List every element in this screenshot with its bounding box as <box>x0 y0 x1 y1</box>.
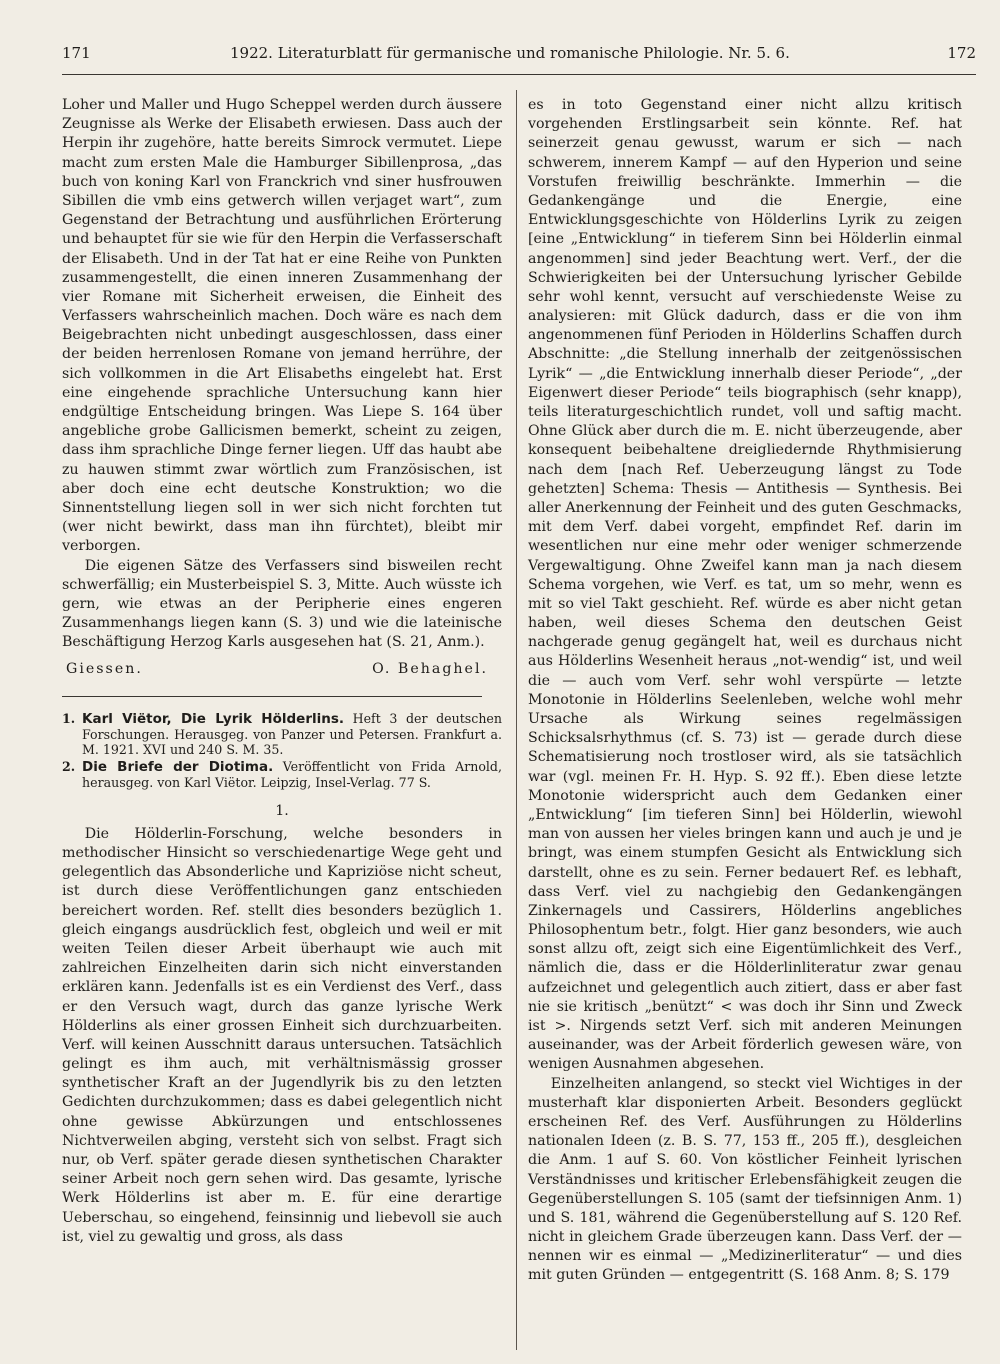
left-paragraph-2: Die eigenen Sätze des Verfassers sind bisweilen recht schwerfällig; ein Musterbeispiel S. 3, Mitte. Auch wüsste ich gern, wie etwas an der Peripherie eines engeren Zusammenhangs liegen kann (S. 3) und wie die lateinische Beschäftigung Herzog Karls ausgesehen hat (S. 21, Anm.). <box>62 557 502 651</box>
entry-1-content <box>82 711 502 757</box>
entry-2-number: 2. <box>62 758 76 774</box>
entry-2-title: Die Briefe der Diotima. <box>82 758 274 775</box>
entry-1-details: Heft 3 der deutschen Forschungen. Herausgeg. von Panzer und Petersen. Frankfurt a. M. 1921. XVI und 240 S. M. 35. <box>82 710 502 757</box>
section-separator <box>62 696 482 697</box>
entry-1-title: Karl Viëtor, Die Lyrik Hölderlins. <box>82 710 345 727</box>
page-number-left: 171 <box>62 44 91 62</box>
left-paragraph-3: Die Hölderlin-Forschung, welche besonders in methodischer Hinsicht so verschiedenartige Wege geht und gelegentlich das Absonderliche und Kapriziöse nicht scheut, ist durch diese Veröffentlichungen ganz entschieden bereichert worden. Ref. stellt dies besonders bezüglich 1. gleich eingangs ausdrücklich fest, obgleich und weil er mit weiten Teilen dieser Arbeit überhaupt wie auch mit zahlreichen Einzelheiten darin sich nicht einverstanden erklären kann. Jedenfalls ist es ein Verdienst des Verf., dass er den Versuch wagt, durch das ganze lyrische Werk Hölderlins als einer grossen Einheit sich durchzuarbeiten. Verf. will keinen Ausschnitt daraus untersuchen. Tatsächlich gelingt es ihm auch, mit verhältnismässig grosser synthetischer Kraft an der Jugendlyrik bis zu den letzten Gedichten durchzukommen; dass es dabei gelegentlich nicht ohne gewisse Abkürzungen und entschlossenes Nichtverweilen abging, versteht sich von selbst. Fragt sich nur, ob Verf. später gerade diesen synthetischen Charakter seiner Arbeit noch gern sehen wird. Das gesamte, lyrische Werk Hölderlins ist aber m. E. für eine derartige Ueberschau, so eingehend, feinsinnig und liebevoll sie auch ist, viel zu gewaltig und gross, als dass <box>62 825 502 1245</box>
right-paragraph-2: Einzelheiten anlangend, so steckt viel Wichtiges in der musterhaft klar disponierten Arbeit. Besonders geglückt erscheinen Ref. des Verf. Ausführungen zu Hölderlins nationalen Ideen (z. B. S. 77, 153 ff., 205 ff.), desgleichen die Anm. 1 auf S. 60. Von köstlicher Feinheit lyrischen Verständnisses und kritischer Erlebensfähigkeit zeugen die Gegenüberstellungen S. 105 (samt der tiefsinnigen Anm. 1) und S. 181, während die Gegenüberstellung auf S. 120 Ref. nicht in gleichem Grade überzeugen kann. Dass Verf. der — nennen wir es einmal — „Medizinerliteratur“ — und dies mit guten Gründen — entgegentritt (S. 168 Anm. 8; S. 179 <box>528 1075 962 1284</box>
page-header <box>62 44 976 72</box>
section-number: 1. <box>275 802 289 819</box>
entry-2-details: Veröffentlicht von Frida Arnold, herausgeg. von Karl Viëtor. Leipzig, Insel-Verlag. 77 S. <box>82 758 502 790</box>
column-divider <box>516 90 517 1350</box>
page-number-right: 172 <box>947 44 976 62</box>
bibliography-entry-2 <box>62 759 502 790</box>
bibliography-entry-1 <box>62 711 502 757</box>
header-rule <box>62 74 976 75</box>
entry-1-number: 1. <box>62 710 76 726</box>
signoff-author: O. Behaghel. <box>372 661 488 678</box>
entry-2-content <box>82 759 502 790</box>
signoff-place: Giessen. <box>66 661 143 678</box>
right-column <box>528 96 962 1286</box>
running-title: 1922. Literaturblatt für germanische und romanische Philologie. Nr. 5. 6. <box>230 44 790 62</box>
review-signoff <box>62 660 502 679</box>
right-paragraph-1: es in toto Gegenstand einer nicht allzu kritisch vorgehenden Erstlingsarbeit sein könnte. Ref. hat seinerzeit genau gewusst, warum er sich — nach schwerem, innerem Kampf — auf den Hyperion und seine Vorstufen freiwillig beschränkte. Immerhin — die Gedankengänge und die Energie, eine Entwicklungsgeschichte von Hölderlins Lyrik zu zeigen [eine „Entwicklung“ in tieferem Sinn bei Hölderlin einmal angenommen] sind jeder Beachtung wert. Verf., der die Schwierigkeiten bei der Untersuchung lyrischer Gebilde sehr wohl kennt, versucht auf verschiedenste Weise zu analysieren: mit Glück dadurch, dass er die von ihm angenommenen fünf Perioden in Hölderlins Schaffen durch Abschnitte: „die Stellung innerhalb der zeitgenössischen Lyrik“ — „die Entwicklung innerhalb dieser Periode“, „der Eigenwert dieser Periode“ teils biographisch (sehr knapp), teils literaturgeschichtlich rundet, voll und saftig macht. Ohne Glück aber durch die m. E. nicht überzeugende, aber konsequent beibehaltene dreigliedernde Rhythmisierung nach dem [nach Ref. Ueberzeugung längst zu Tode gehetzten] Schema: Thesis — Antithesis — Synthesis. Bei aller Anerkennung der Feinheit und des guten Geschmacks, mit dem Verf. dabei vorgeht, empfindet Ref. darin im wesentlichen nur eine mehr oder weniger schmerzende Vergewaltigung. Ohne Zweifel kann man ja nach diesem Schema vorgehen, wie Verf. es tat, um so mehr, wenn es mit so viel Takt geschieht. Ref. würde es aber nicht getan haben, weil dieses Schema den deutschen Geist nachgerade genug gegängelt hat, weil es durchaus nicht aus Hölderlins Wesenheit heraus „not-wendig“ ist, und weil die — auch vom Verf. sehr wohl verspürte — letzte Monotonie in Hölderlins Seelenleben, welche wohl mehr Ursache als Wirkung seines regelmässigen Schicksalsrhythmus (cf. S. 73) ist — gerade durch diese Schematisierung noch trostloser wird, als sie tatsächlich war (vgl. meinen Fr. H. Hyp. S. 92 ff.). Eben diese letzte Monotonie widerspricht auch dem Gedanken einer „Entwicklung“ [im tieferen Sinn] bei Hölderlin, wiewohl man von aussen her vieles bringen kann und auch je und je bringt, was einem stumpfen Gesicht als Entwicklung sich darstellt, ohne es zu sein. Ferner bedauert Ref. es lebhaft, dass Verf. viel zu nachgiebig den Gedankengängen Zinkernagels und Cassirers, Hölderlins angebliches Philosophentum betr., folgt. Hier ganz besonders, wie auch sonst allzu oft, zeigt sich eine Eigentümlichkeit des Verf., nämlich die, dass er die Hölderlinliteratur zwar genau aufzeichnet und gelegentlich auch zitiert, dass er aber fast nie sie kritisch „benützt“ < was doch ihr Sinn und Zweck ist >. Nirgends setzt Verf. sich mit anderen Meinungen auseinander, was der Arbeit förderlich gewesen wäre, von wenigen Ausnahmen abgesehen. <box>528 97 962 1073</box>
left-paragraph-1: Loher und Maller und Hugo Scheppel werden durch äussere Zeugnisse als Werke der Elisabeth erwiesen. Dass auch der Herpin ihr zugehöre, hatte bereits Simrock vermutet. Liepe macht zum ersten Male die Hamburger Sibillenprosa, „das buch von koning Karl von Franckrich vnd siner husfrouwen Sibillen die vmb eins getwerch willen verjaget wart“, zum Gegenstand der Betrachtung und ausführlichen Erörterung und behauptet für sie wie für den Herpin die Verfasserschaft der Elisabeth. Und in der Tat hat er eine Reihe von Punkten zusammengestellt, die einen inneren Zusammenhang der vier Romane mit Sicherheit erweisen, die Einheit des Verfassers wahrscheinlich machen. Doch wäre es nach dem Beigebrachten nicht unbedingt ausgeschlossen, dass einer der beiden herrenlosen Romane von jemand herrühre, der sich vollkommen in die Art Elisabeths eingelebt hat. Erst eine eingehende sprachliche Untersuchung kann hier endgültige Entscheidung bringen. Was Liepe S. 164 über angebliche grobe Gallicismen bemerkt, scheint zu zeigen, dass ihm sprachliche Dinge ferner liegen. Uff das haubt abe zu hauwen stimmt zwar wörtlich zum Französischen, ist aber doch eine echt deutsche Konstruktion; wo die Sinnentstellung liegen soll in wer sich nicht forchten tut (wer nicht bewirkt, dass man ihn fürchtet), bleibt mir verborgen. <box>62 97 502 555</box>
bibliography <box>62 711 502 790</box>
left-column <box>62 96 502 1247</box>
